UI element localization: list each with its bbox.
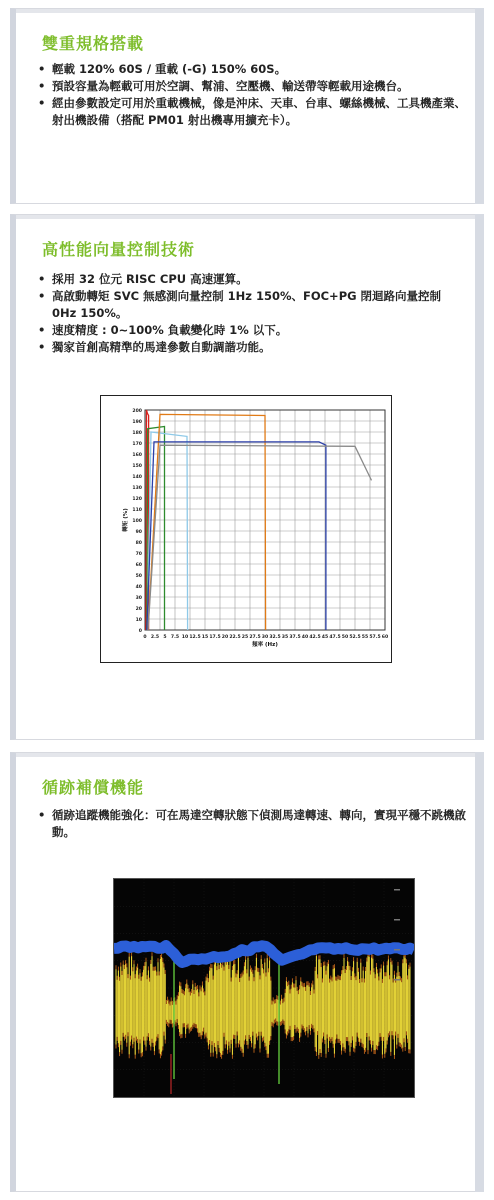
series-line-5: [147, 442, 326, 630]
y-tick-label: 190: [132, 420, 142, 425]
x-tick-label: 47.5: [329, 635, 341, 640]
y-tick-label: 0: [138, 629, 142, 634]
series-line-4: [148, 414, 266, 630]
scope-scale-mark: [394, 919, 400, 921]
bullet-item: • 獨家首創高精準的馬達參數自動調諧功能。: [36, 339, 467, 356]
y-tick-label: 140: [132, 475, 142, 480]
speed-search-waveform: [113, 878, 415, 1098]
x-tick-label: 7.5: [170, 635, 180, 640]
y-tick-label: 160: [132, 453, 142, 458]
x-tick-label: 25: [241, 635, 249, 640]
torque-chart-svg: [101, 396, 391, 662]
y-tick-label: 20: [135, 607, 142, 612]
section-tracking-compensation: [10, 752, 484, 1192]
x-tick-label: 27.5: [249, 635, 261, 640]
y-tick-label: 80: [135, 541, 142, 546]
x-tick-label: 60: [381, 635, 389, 640]
bullet-list: [36, 807, 467, 841]
y-axis-label: 轉矩 (%): [123, 508, 129, 532]
x-tick-label: 32.5: [269, 635, 281, 640]
y-tick-label: 10: [135, 618, 142, 623]
panel-top-bar: [16, 753, 483, 757]
y-tick-label: 200: [132, 409, 142, 414]
x-tick-label: 42.5: [309, 635, 321, 640]
y-tick-label: 120: [132, 497, 142, 502]
scope-scale-mark: [394, 889, 400, 891]
x-axis-label: 頻率 (Hz): [252, 642, 278, 648]
y-tick-label: 110: [132, 508, 142, 513]
bullet-list: [36, 271, 467, 356]
series-line-6: [148, 445, 372, 630]
x-tick-label: 40: [301, 635, 309, 640]
x-tick-label: 20: [221, 635, 229, 640]
section-dual-spec: [10, 8, 484, 204]
y-tick-label: 70: [135, 552, 142, 557]
x-tick-label: 57.5: [369, 635, 381, 640]
torque-frequency-chart: [100, 395, 392, 663]
section-title: 循跡補償機能: [42, 778, 145, 797]
x-tick-label: 17.5: [209, 635, 221, 640]
x-tick-label: 5: [163, 635, 167, 640]
bullet-item: • 循跡追蹤機能強化：可在馬達空轉狀態下偵測馬達轉速、轉向，實現平穩不跳機啟動。: [36, 807, 467, 841]
y-tick-label: 50: [135, 574, 142, 579]
bullet-list: [36, 61, 467, 129]
bullet-item: • 預設容量為輕載可用於空調、幫浦、空壓機、輸送帶等輕載用途機台。: [36, 78, 467, 95]
x-tick-label: 30: [261, 635, 269, 640]
y-tick-label: 100: [132, 519, 142, 524]
x-tick-label: 37.5: [289, 635, 301, 640]
x-tick-label: 0: [143, 635, 147, 640]
y-tick-label: 180: [132, 431, 142, 436]
y-tick-label: 150: [132, 464, 142, 469]
section-vector-control: [10, 214, 484, 740]
bullet-item: • 速度精度 : 0~100% 負載變化時 1% 以下。: [36, 322, 467, 339]
scope-scale-mark: [394, 949, 400, 951]
bullet-item: • 輕載 120% 60S / 重載 (-G) 150% 60S。: [36, 61, 467, 78]
x-tick-label: 22.5: [229, 635, 241, 640]
bullet-item: • 經由參數設定可用於重載機械，像是沖床、天車、台車、螺絲機械、工具機產業、射出機設備（搭配 PM01 射出機專用擴充卡）。: [36, 95, 467, 129]
y-tick-label: 130: [132, 486, 142, 491]
y-tick-label: 40: [135, 585, 142, 590]
waveform-svg: [114, 879, 414, 1097]
panel-top-bar: [16, 215, 483, 219]
x-tick-label: 12.5: [189, 635, 201, 640]
scope-scale-mark: [394, 979, 400, 981]
section-title: 高性能向量控制技術: [42, 240, 196, 259]
y-tick-label: 170: [132, 442, 142, 447]
bullet-item: • 採用 32 位元 RISC CPU 高速運算。: [36, 271, 467, 288]
x-tick-label: 55: [361, 635, 369, 640]
y-tick-label: 60: [135, 563, 142, 568]
x-tick-label: 2.5: [150, 635, 160, 640]
bullet-item: • 高啟動轉矩 SVC 無感測向量控制 1Hz 150%、FOC+PG 閉迴路向量控制 0Hz 150%。: [36, 288, 467, 322]
x-tick-label: 45: [321, 635, 329, 640]
x-tick-label: 10: [181, 635, 189, 640]
x-tick-label: 15: [201, 635, 209, 640]
panel-top-bar: [16, 9, 483, 13]
x-tick-label: 52.5: [349, 635, 361, 640]
section-title: 雙重規格搭載: [42, 34, 145, 53]
x-tick-label: 50: [341, 635, 349, 640]
y-tick-label: 30: [135, 596, 142, 601]
x-tick-label: 35: [281, 635, 289, 640]
y-tick-label: 90: [135, 530, 142, 535]
